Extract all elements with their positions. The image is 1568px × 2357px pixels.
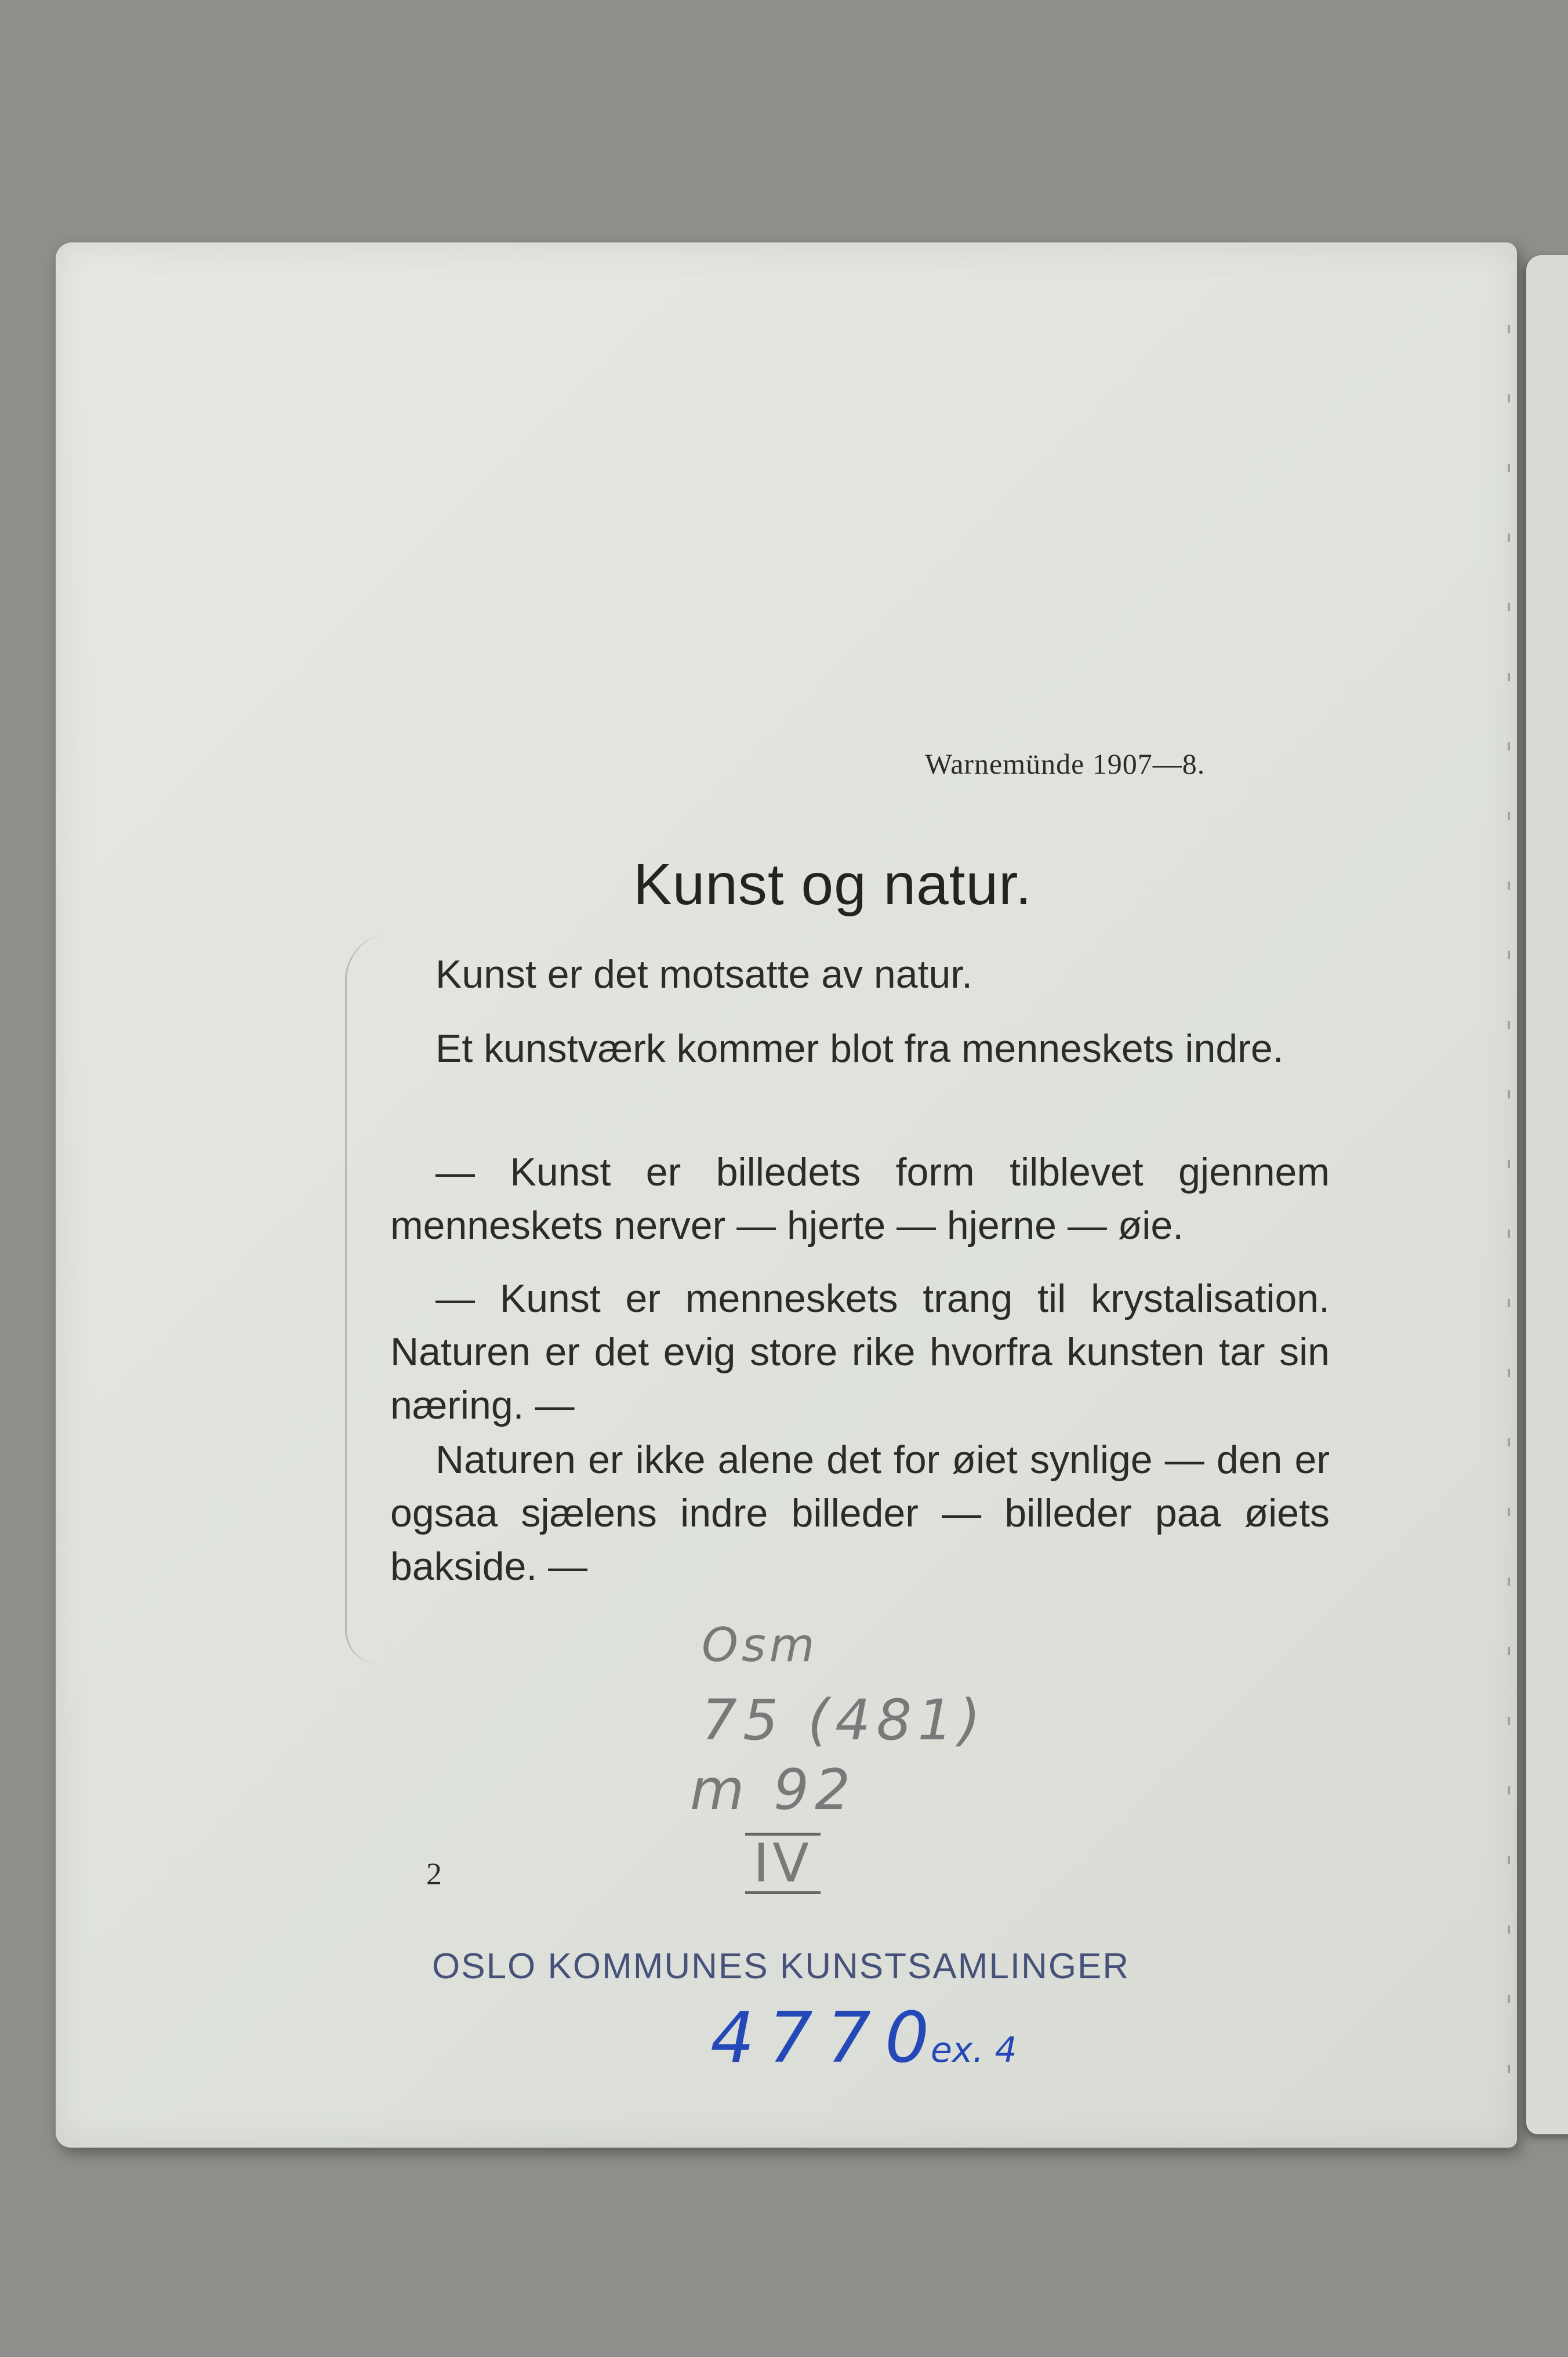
paragraph: Naturen er ikke alene det for øiet synlige — den er ogsaa sjælens indre billeder — billeder paa øiets bakside. — bbox=[390, 1438, 1330, 1589]
page-title: Kunst og natur. bbox=[633, 852, 1032, 917]
pencil-note: m 92 bbox=[690, 1757, 856, 1822]
page-number: 2 bbox=[426, 1856, 442, 1891]
pencil-note: Osm bbox=[702, 1618, 818, 1672]
paragraph: — Kunst er billedets form tilblevet gjennem menneskets nerver — hjerte — hjerne — øie. bbox=[390, 1150, 1330, 1248]
paragraph: Et kunstværk kommer blot fra menneskets indre. bbox=[435, 1027, 1284, 1071]
place-date: Warnemünde 1907—8. bbox=[925, 748, 1206, 780]
stamp-text: OSLO KOMMUNES KUNSTSAMLINGER bbox=[432, 1946, 1130, 1986]
inventory-suffix: ex. 4 bbox=[931, 2030, 1017, 2070]
facing-page-edge bbox=[1526, 255, 1568, 2134]
paragraph: — Kunst er menneskets trang til krystalisation. Naturen er det evig store rike hvorfra kunsten tar sin næring. — bbox=[390, 1277, 1330, 1427]
binding-stitches bbox=[1508, 325, 1510, 2088]
inventory-number: 4770 bbox=[710, 1998, 943, 2079]
pencil-note: IV bbox=[745, 1833, 821, 1894]
paragraph: Kunst er det motsatte av natur. bbox=[435, 952, 973, 996]
pencil-note: 75 (481) bbox=[702, 1688, 986, 1753]
